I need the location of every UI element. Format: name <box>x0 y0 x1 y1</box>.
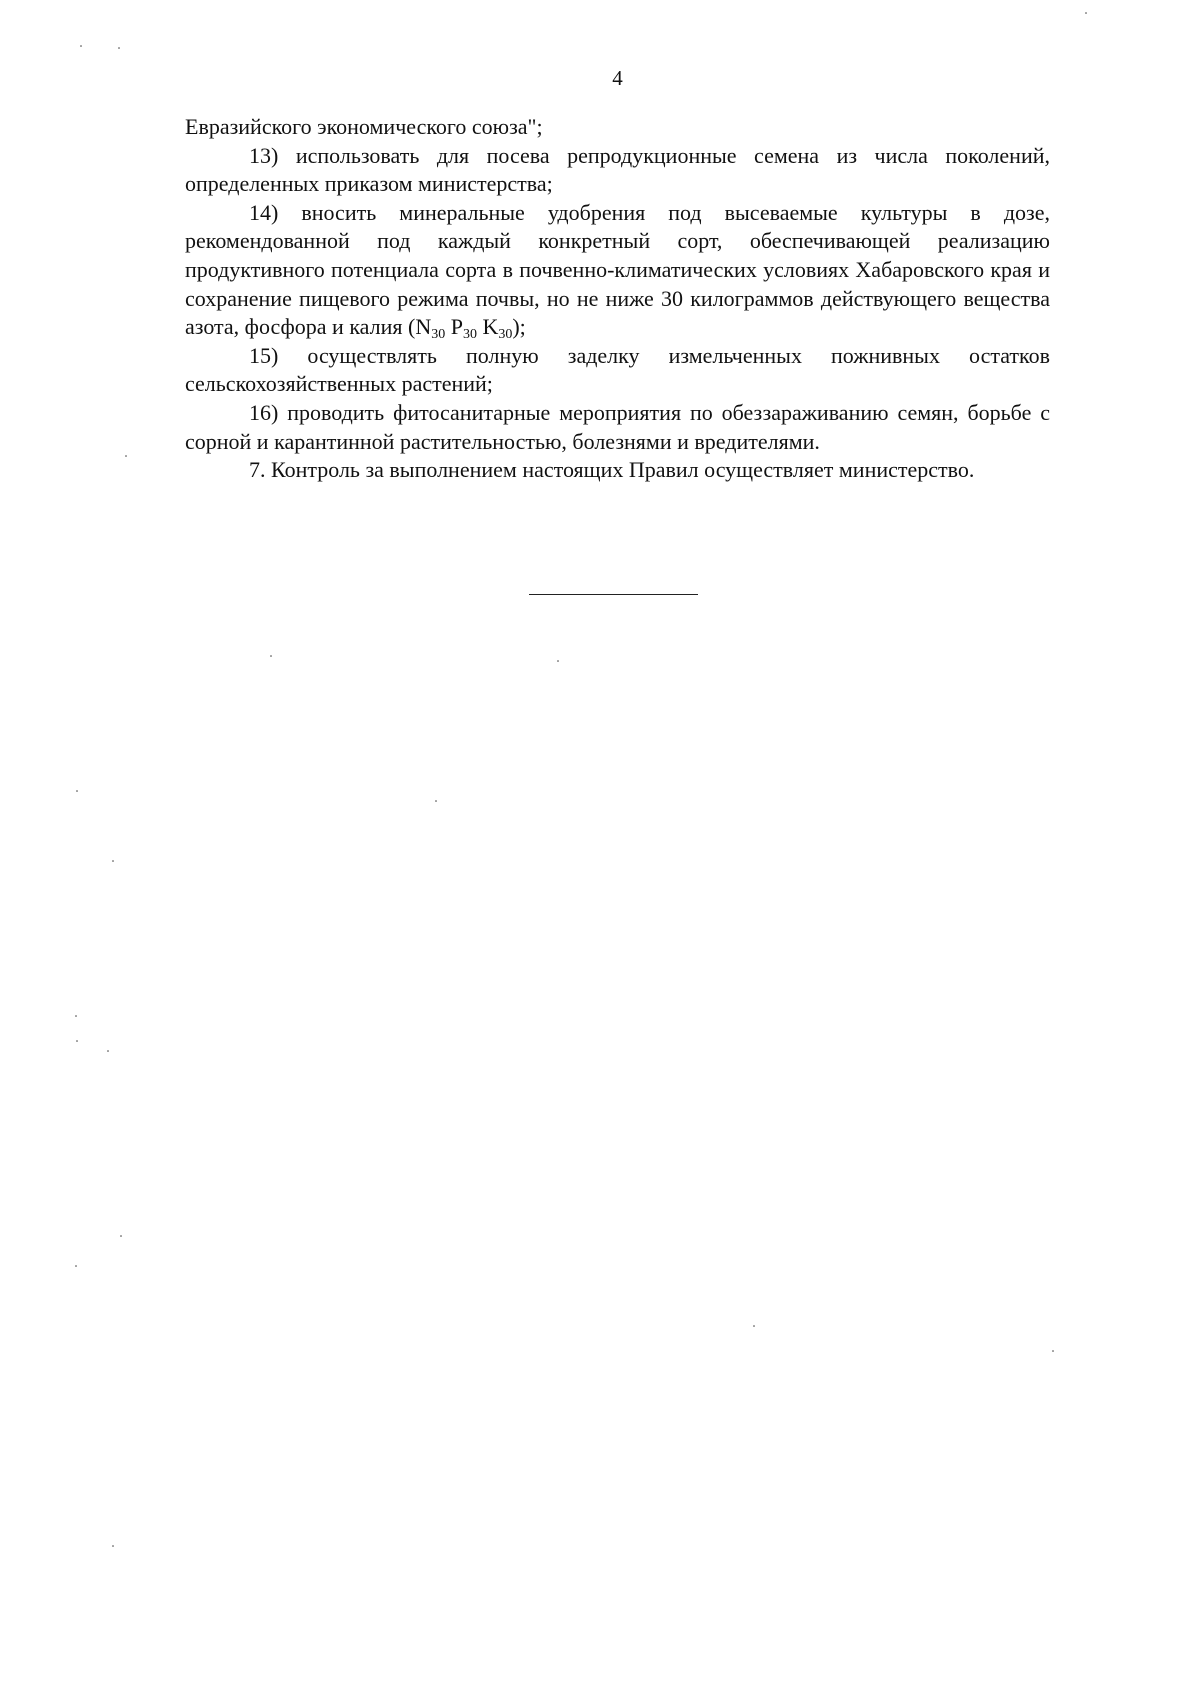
scan-speck <box>76 790 78 792</box>
scan-speck <box>1085 12 1087 14</box>
scan-speck <box>107 1050 109 1052</box>
scan-speck <box>125 455 127 457</box>
scan-speck <box>75 1015 77 1017</box>
scan-speck <box>118 47 120 49</box>
scan-speck <box>270 655 272 657</box>
formula-subscript-n: 30 <box>431 327 446 343</box>
scan-speck <box>753 1325 755 1327</box>
formula-element-p: P <box>450 314 463 340</box>
page-number: 4 <box>612 66 623 90</box>
scan-speck <box>75 1265 77 1267</box>
formula-subscript-p: 30 <box>462 327 477 343</box>
formula-open: ( <box>408 314 416 340</box>
scan-speck <box>112 1545 114 1547</box>
paragraph-item-14-text: 14) вносить минеральные удобрения под высеваемые культуры в дозе, рекомендованной под каждый конкретный сорт, обеспечивающей реализацию продуктивного потенциала сорта в почвенно-климатических условиях Хабаровского края и сохранение пищевого режима почвы, но не ниже 30 килограммов действующего вещества азота, фосфора и калия <box>185 199 1050 340</box>
paragraph-item-14 <box>185 199 1050 342</box>
scan-speck <box>76 1040 78 1042</box>
scan-speck <box>112 860 114 862</box>
formula-element-k: K <box>482 314 499 340</box>
scan-speck <box>435 800 437 802</box>
formula-close: ); <box>512 314 526 340</box>
paragraph-item-16: 16) проводить фитосанитарные мероприятия по обеззараживанию семян, борьбе с сорной и карантинной растительностью, болезнями и вредителями. <box>185 399 1050 454</box>
formula-element-n: N <box>415 314 432 340</box>
scan-speck <box>557 660 559 662</box>
end-of-text-rule <box>529 594 698 595</box>
paragraph-continuation: Евразийского экономического союза"; <box>185 114 543 139</box>
paragraph-item-7: 7. Контроль за выполнением настоящих Правил осуществляет министерство. <box>249 457 975 483</box>
scan-speck <box>80 45 82 47</box>
npk-formula <box>408 314 526 343</box>
paragraph-item-15: 15) осуществлять полную заделку измельченных пожнивных остатков сельскохозяйственных растений; <box>185 342 1050 397</box>
scan-speck <box>120 1235 122 1237</box>
document-body <box>185 113 1050 485</box>
formula-subscript-k: 30 <box>498 327 513 343</box>
paragraph-item-13: 13) использовать для посева репродукционные семена из числа поколений, определенных приказом министерства; <box>185 142 1050 197</box>
scan-speck <box>1052 1350 1054 1352</box>
